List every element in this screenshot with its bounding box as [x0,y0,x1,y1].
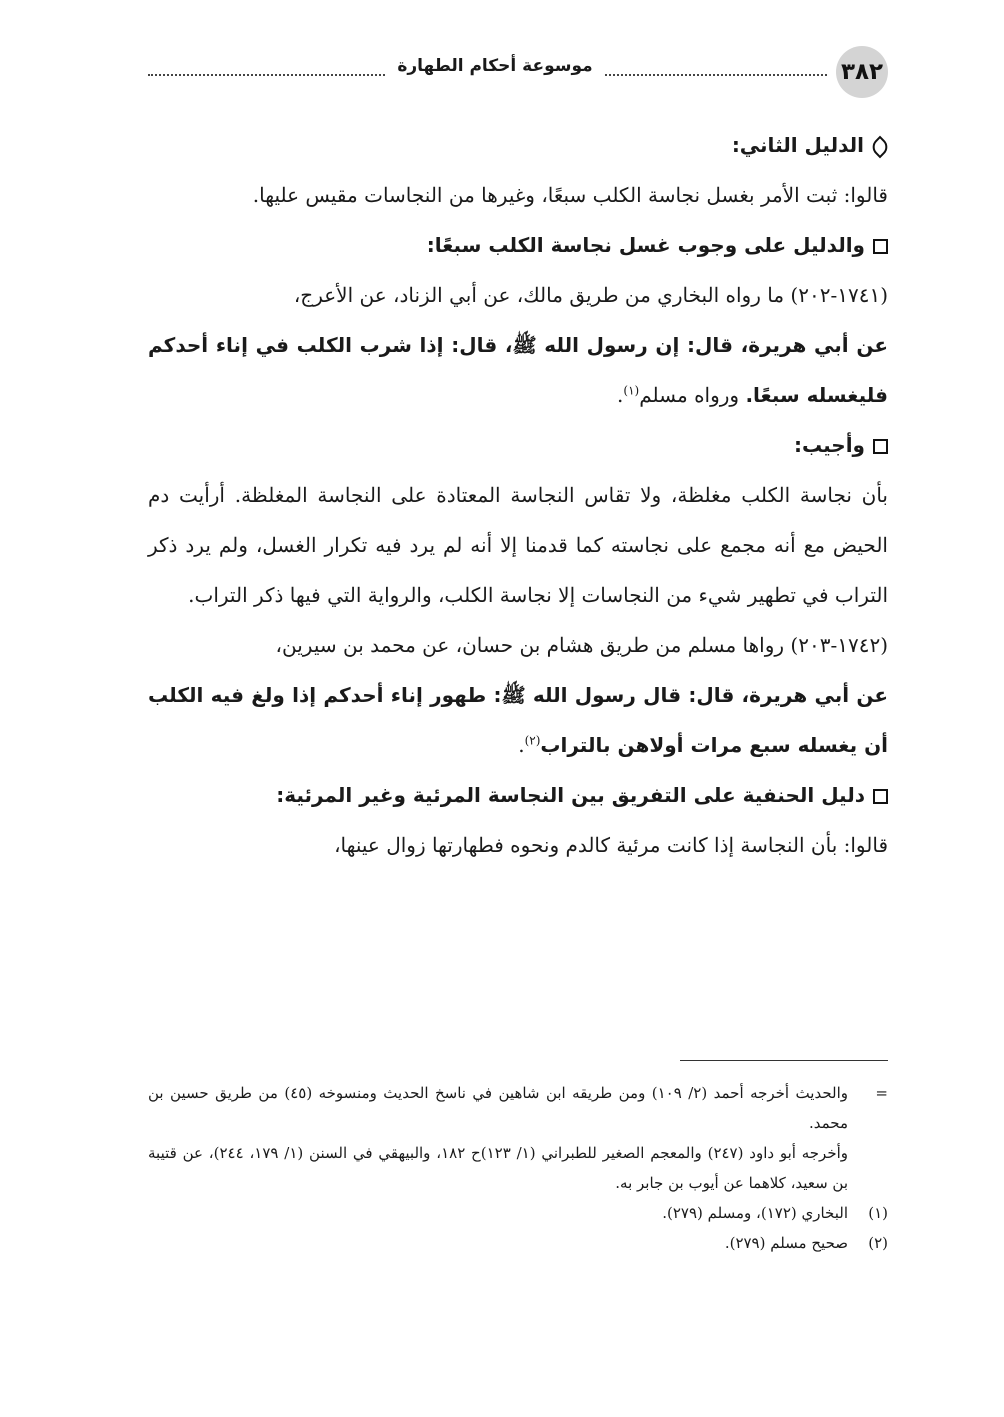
footnote-mark: (٢) [868,1234,888,1252]
square-bullet-icon [873,789,888,804]
dotted-rule-right [605,74,827,76]
hadith-1-chain: (١٧٤١-٢٠٢) ما رواه البخاري من طريق مالك، عن أبي الزناد، عن الأعرج، [293,283,888,307]
heading-hanafi: دليل الحنفية على التفريق بين النجاسة المرئية وغير المرئية: [148,770,888,820]
leaf-icon [869,135,892,158]
heading-evidence-seven: والدليل على وجوب غسل نجاسة الكلب سبعًا: [148,220,888,270]
heading-reply: وأجيب: [148,420,888,470]
paragraph-hanafi: قالوا: بأن النجاسة إذا كانت مرئية كالدم ونحوه فطهارتها زوال عينها، [334,833,888,857]
square-bullet-icon [873,439,888,454]
footnote-mark: = [875,1084,888,1102]
running-header-title: موسوعة أحكام الطهارة [397,56,593,76]
dotted-rule-left [148,74,385,76]
footnotes [148,1078,888,1258]
footnote-ref-1[interactable]: (١) [623,383,640,398]
hadith-2-chain: (١٧٤٢-٢٠٣) رواها مسلم من طريق هشام بن حسان، عن محمد بن سيرين، [275,633,888,657]
heading-second-evidence: الدليل الثاني: [148,120,888,170]
footnote-item: (١) البخاري (١٧٢)، ومسلم (٢٧٩). [148,1198,888,1228]
footnote-ref-2[interactable]: (٢) [524,733,541,748]
page-number: ٣٨٢ [836,46,888,98]
body-text [148,120,888,870]
footnote-item: وأخرجه أبو داود (٢٤٧) والمعجم الصغير للطبراني (١/ ١٢٣)ح ١٨٢، والبيهقي في السنن (١/ ١٧٩، ٢٤٤)، عن قتيبة بن سعيد، كلاهما عن أيوب بن جابر به. [148,1144,849,1192]
hadith-1-text: عن أبي هريرة، قال: إن رسول الله ﷺ، قال: إذا شرب الكلب في إناء أحدكم فليغسله سبعًا. ورواه مسلم$^{(١)}$. [148,333,888,407]
footnote-mark: (١) [868,1204,888,1222]
hadith-2-text: عن أبي هريرة، قال: قال رسول الله ﷺ: طهور إناء أحدكم إذا ولغ فيه الكلب أن يغسله سبع مرات أولاهن بالتراب$^{(٢)}$. [148,683,888,757]
paragraph-analogy: قالوا: ثبت الأمر بغسل نجاسة الكلب سبعًا، وغيرها من النجاسات مقيس عليها. [252,183,888,207]
hadith-2-number: (١٧٤٢-٢٠٣) [790,633,888,657]
footnote-separator [680,1060,888,1061]
footnote-item: = والحديث أخرجه أحمد (٢/ ١٠٩) ومن طريقه ابن شاهين في ناسخ الحديث ومنسوخه (٤٥) من طريق حسين بن محمد. [148,1078,888,1138]
hadith-1-number: (١٧٤١-٢٠٢) [790,283,888,307]
paragraph-reply: بأن نجاسة الكلب مغلظة، ولا تقاس النجاسة المعتادة على النجاسة المغلظة. أرأيت دم الحيض مع أنه مجمع على نجاسته كما قدمنا إلا أنه لم يرد فيه تكرار الغسل، ولم يرد ذكر التراب في تطهير شيء من النجاسات إلا نجاسة الكلب، والرواية التي فيها ذكر التراب. [148,483,888,607]
square-bullet-icon [873,239,888,254]
footnote-item: (٢) صحيح مسلم (٢٧٩). [148,1228,888,1258]
